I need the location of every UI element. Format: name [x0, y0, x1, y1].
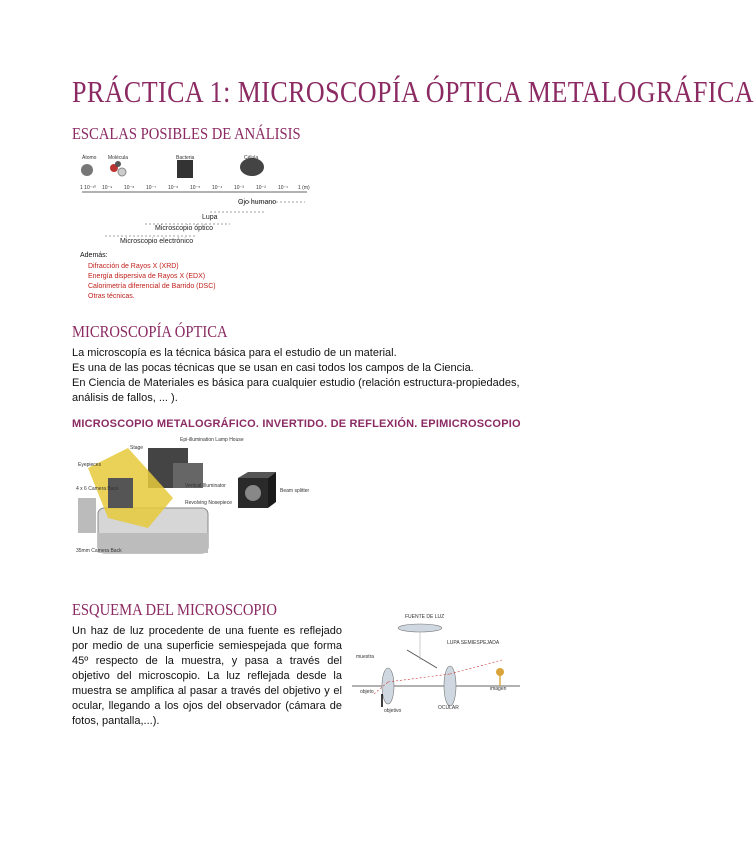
label-cube: Beam splitter	[280, 488, 310, 494]
label-half-mirror: LUPA SEMIESPEJADA	[447, 640, 500, 646]
top-label-atom: Átomo	[82, 155, 97, 161]
top-label-cell: Célula	[244, 155, 259, 161]
label-eyepieces: Eyepieces	[78, 462, 102, 468]
tick-label: 1 (m)	[298, 185, 310, 191]
tick-label: 10⁻⁸	[124, 185, 135, 191]
technique-item: Energía dispersiva de Rayos X (EDX)	[88, 273, 206, 280]
scales-heading: ESCALAS POSIBLES DE ANÁLISIS	[72, 124, 301, 143]
optical-line: En Ciencia de Materiales es básica para cualquier estudio (relación estructura-propiedades, análisis de fallos, ... ).	[72, 377, 520, 404]
ademas-label: Además:	[80, 252, 108, 259]
tick-label: 10⁻⁷	[146, 185, 157, 191]
label-ocular: OCULAR	[438, 705, 459, 711]
tick-label: 10⁻²	[256, 185, 266, 191]
range-magnifier: Lupa	[202, 214, 218, 221]
metallographic-heading: MICROSCOPIO METALOGRÁFICO. INVERTIDO. DE REFLEXIÓN. EPIMICROSCOPIO	[72, 418, 521, 430]
optical-heading: MICROSCOPÍA ÓPTICA	[72, 322, 228, 341]
top-label-bacteria: Bacteria	[176, 155, 195, 161]
technique-item: Otras técnicas.	[88, 293, 135, 300]
scheme-heading: ESQUEMA DEL MICROSCOPIO	[72, 600, 277, 619]
range-optical: Microscopio óptico	[155, 225, 213, 232]
tick-label: 10⁻³	[234, 185, 244, 191]
label-stage: Stage	[130, 445, 144, 451]
atom-figure	[81, 164, 93, 176]
technique-item: Calorimetría diferencial de Barrido (DSC)	[88, 283, 216, 290]
tick-label: 1 10⁻¹⁰	[80, 185, 97, 191]
tick-label: 10⁻⁴	[212, 185, 223, 191]
label-lamphouse: Epi-illumination Lamp House	[180, 437, 244, 443]
label-light-source: FUENTE DE LUZ	[405, 614, 445, 620]
tick-label: 10⁻⁹	[102, 185, 113, 191]
techniques-list	[88, 262, 216, 302]
scale-ticks	[80, 185, 315, 195]
label-nosepiece: Revolving Nosepiece	[185, 500, 232, 506]
range-human-eye: Ojo humano	[238, 199, 277, 206]
tick-label: 10⁻⁵	[190, 185, 201, 191]
top-label-molecule: Molécula	[108, 155, 129, 161]
label-object: objeto	[360, 689, 374, 695]
label-sample: muestra	[356, 654, 375, 660]
label-objective: objetivo	[384, 708, 402, 714]
molecule-figure	[110, 161, 126, 176]
optical-line: Es una de las pocas técnicas que se usan en casi todos los campos de la Ciencia.	[72, 362, 474, 374]
label-camera-35mm: 35mm Camera Back	[76, 548, 122, 554]
tick-label: 10⁻¹	[278, 185, 288, 191]
optical-line: La microscopía es la técnica básica para el estudio de un material.	[72, 347, 397, 359]
optical-scheme-diagram	[352, 612, 522, 712]
page-title: PRÁCTICA 1: MICROSCOPÍA ÓPTICA METALOGRÁFICA	[72, 74, 754, 109]
optical-text	[72, 346, 532, 406]
technique-item: Difracción de Rayos X (XRD)	[88, 263, 179, 270]
range-electron: Microscopio electrónico	[120, 238, 194, 245]
label-image: imagen	[490, 686, 507, 692]
bacteria-figure	[177, 160, 193, 178]
label-vertical-illuminator: Vertical Illuminator	[185, 483, 226, 489]
beam-splitter-cube	[236, 472, 278, 512]
label-camera-4x6: 4 x 6 Camera Back	[76, 486, 119, 492]
tick-label: 10⁻⁶	[168, 185, 179, 191]
scheme-text: Un haz de luz procedente de una fuente es reflejado por medio de una superficie semiespejada que forma 45º respecto de la muestra, y pasa a través del objetivo del microscopio. La luz reflejada desde la muestra se amplifica al pasar a través del objetivo y el ocular, llegando a los ojos del observador (cámara de fotos, pantalla,...).	[72, 625, 342, 727]
